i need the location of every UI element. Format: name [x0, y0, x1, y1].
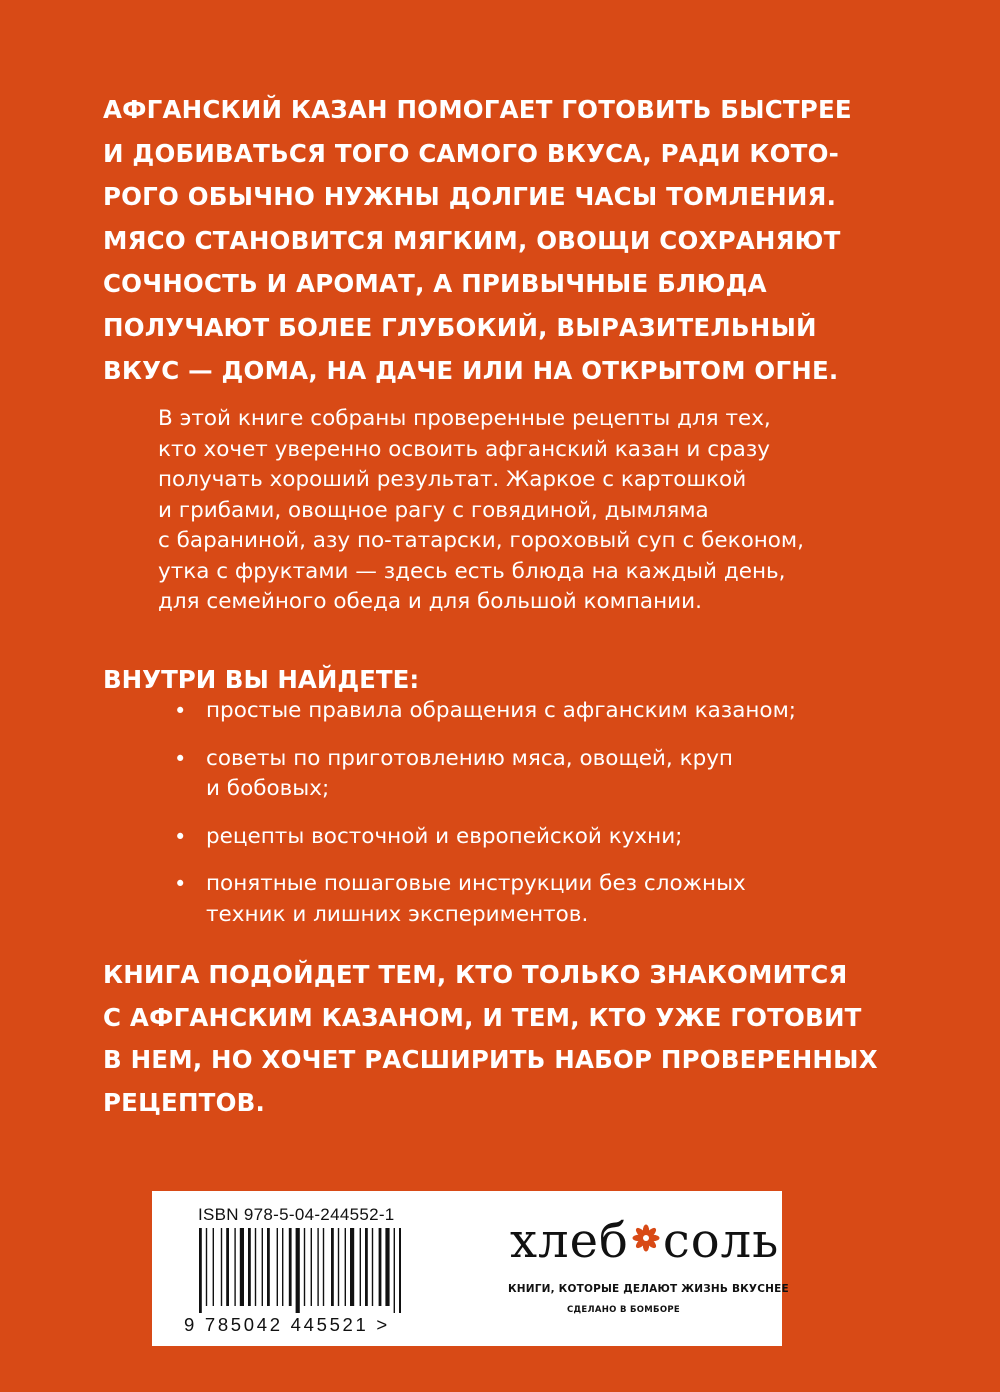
- list-item-line: простые правила обращения с афганским казаном;: [206, 698, 797, 723]
- barcode-bar: [296, 1228, 300, 1313]
- barcode-bar: [282, 1228, 283, 1306]
- barcode-bar: [317, 1228, 318, 1306]
- lead-line: ПОЛУЧАЮТ БОЛЕЕ ГЛУБОКИЙ, ВЫРАЗИТЕЛЬНЫЙ: [103, 312, 817, 342]
- feature-list: [170, 696, 870, 947]
- flower-asterisk-icon: [631, 1223, 661, 1253]
- barcode-bar: [213, 1228, 214, 1306]
- list-item: [170, 696, 870, 727]
- barcode-bar: [385, 1228, 389, 1306]
- made-in-text: СДЕЛАНО В БОМБОРЕ: [567, 1305, 680, 1315]
- lead-paragraph: [103, 88, 863, 393]
- logo-word-right: соль: [662, 1213, 780, 1269]
- list-item-line: рецепты восточной и европейской кухни;: [206, 823, 683, 849]
- description-line: для семейного обеда и для большой компании.: [158, 589, 702, 614]
- description-line: утка с фруктами — здесь есть блюда на каждый день,: [158, 558, 786, 584]
- closing-line: РЕЦЕПТОВ.: [103, 1087, 265, 1117]
- barcode-bar: [289, 1228, 292, 1306]
- closing-paragraph: [103, 954, 878, 1124]
- bullet-icon: •: [174, 699, 187, 723]
- isbn-text: ISBN 978-5-04-244552-1: [198, 1205, 395, 1224]
- barcode-panel: [152, 1191, 789, 1346]
- barcode-bar: [372, 1228, 373, 1306]
- barcode-bar: [379, 1228, 382, 1306]
- description-line: получать хороший результат. Жаркое с картошкой: [158, 467, 747, 492]
- barcode-bar: [338, 1228, 339, 1306]
- barcode-bar: [221, 1228, 222, 1306]
- barcode-bar: [304, 1228, 305, 1306]
- barcode-bar: [277, 1228, 278, 1306]
- list-item-line: советы по приготовлению мяса, овощей, круп: [206, 745, 733, 771]
- barcode-digits: 9 785042 445521 >: [184, 1314, 390, 1335]
- bullet-icon: •: [174, 824, 187, 849]
- lead-line: И ДОБИВАТЬСЯ ТОГО САМОГО ВКУСА, РАДИ КОТО-: [103, 138, 839, 168]
- closing-line: С АФГАНСКИМ КАЗАНОМ, И ТЕМ, КТО УЖЕ ГОТОВИТ: [103, 1002, 862, 1032]
- description-paragraph: [158, 404, 858, 618]
- barcode-bar: [394, 1228, 395, 1313]
- lead-line: ВКУС — ДОМА, НА ДАЧЕ ИЛИ НА ОТКРЫТОМ ОГНЕ.: [103, 356, 839, 385]
- barcode-bar: [311, 1228, 312, 1306]
- barcode-bar: [399, 1228, 401, 1313]
- barcode-bar: [360, 1228, 361, 1306]
- inside-heading: ВНУТРИ ВЫ НАЙДЕТЕ:: [103, 665, 420, 694]
- lead-line: СОЧНОСТЬ И АРОМАТ, А ПРИВЫЧНЫЕ БЛЮДА: [103, 269, 767, 298]
- barcode-bar: [262, 1228, 263, 1306]
- barcode-bar: [350, 1228, 354, 1306]
- barcode-bar: [267, 1228, 270, 1306]
- barcode-bar: [199, 1228, 202, 1313]
- bullet-icon: •: [174, 872, 187, 896]
- barcode-bar: [255, 1228, 256, 1306]
- barcode-bar: [206, 1228, 207, 1306]
- barcode-bar: [365, 1228, 368, 1306]
- list-item-line: понятные пошаговые инструкции без сложных: [206, 871, 746, 896]
- description-line: с бараниной, азу по-татарски, гороховый суп с беконом,: [158, 528, 804, 553]
- description-line: кто хочет уверенно освоить афганский казан и сразу: [158, 436, 771, 462]
- publisher-tagline: КНИГИ, КОТОРЫЕ ДЕЛАЮТ ЖИЗНЬ ВКУСНЕЕ: [508, 1283, 789, 1295]
- logo-word-left: хлеб: [510, 1213, 629, 1269]
- barcode-bar: [248, 1228, 251, 1306]
- list-item: [170, 744, 870, 805]
- barcode-bar: [331, 1228, 334, 1306]
- description-line: В этой книге собраны проверенные рецепты для тех,: [158, 406, 771, 431]
- lead-line: МЯСО СТАНОВИТСЯ МЯГКИМ, ОВОЩИ СОХРАНЯЮТ: [103, 225, 841, 255]
- barcode-bar: [234, 1228, 235, 1306]
- closing-line: КНИГА ПОДОЙДЕТ ТЕМ, КТО ТОЛЬКО ЗНАКОМИТСЯ: [103, 960, 848, 989]
- barcode-bar: [240, 1228, 244, 1306]
- list-item: [170, 822, 870, 853]
- barcode-bar: [226, 1228, 229, 1306]
- barcode-bar: [323, 1228, 324, 1306]
- lead-line: АФГАНСКИЙ КАЗАН ПОМОГАЕТ ГОТОВИТЬ БЫСТРЕЕ: [103, 95, 852, 124]
- description-line: и грибами, овощное рагу с говядиной, дымляма: [158, 497, 709, 523]
- bullet-icon: •: [174, 746, 187, 771]
- closing-line: В НЕМ, НО ХОЧЕТ РАСШИРИТЬ НАБОР ПРОВЕРЕННЫХ: [103, 1045, 878, 1074]
- logo-center: [643, 1235, 649, 1241]
- publisher-logo: [510, 1211, 780, 1271]
- barcode-bar: [345, 1228, 346, 1306]
- list-item-line: и бобовых;: [206, 776, 330, 801]
- list-item-line: техник и лишних экспериментов.: [206, 901, 589, 927]
- list-item: [170, 869, 870, 930]
- lead-line: РОГО ОБЫЧНО НУЖНЫ ДОЛГИЕ ЧАСЫ ТОМЛЕНИЯ.: [103, 182, 837, 211]
- barcode-icon: [197, 1228, 401, 1313]
